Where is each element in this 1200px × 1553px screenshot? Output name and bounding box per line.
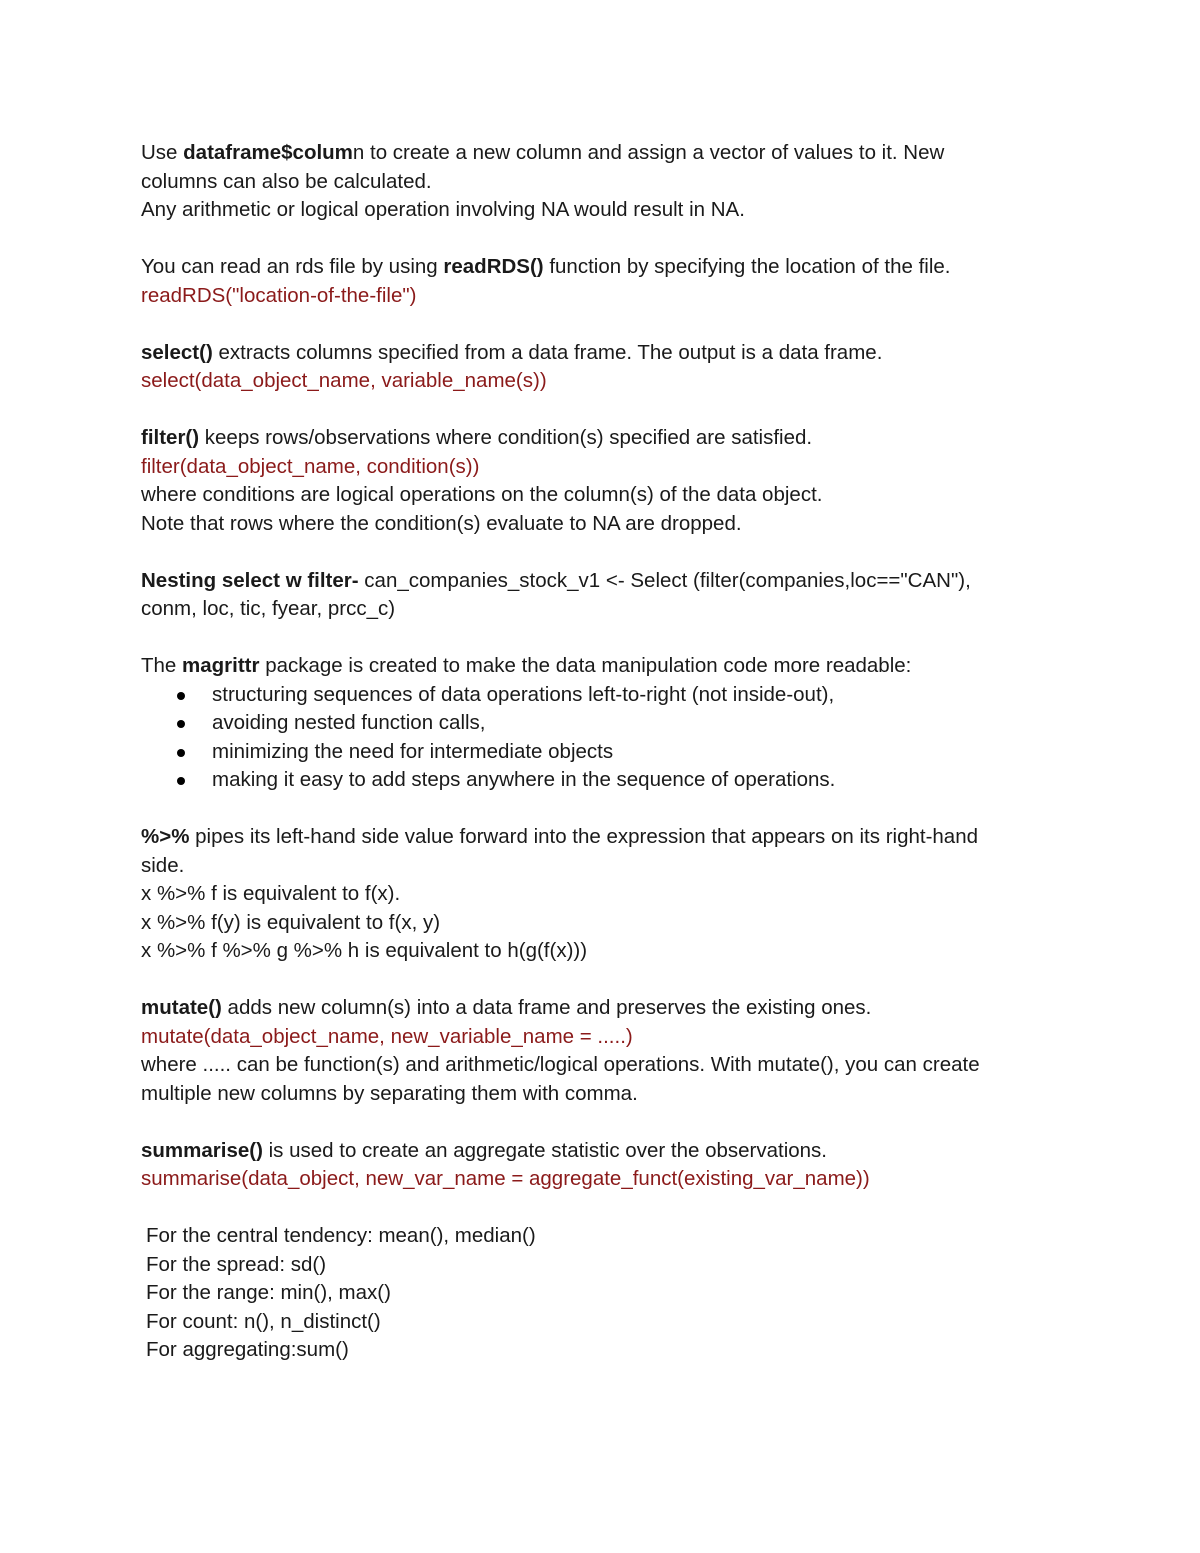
p1-line2: columns can also be calculated.	[141, 169, 432, 193]
text: You can read an rds file by using	[141, 255, 444, 278]
list-item-text: minimizing the need for intermediate objects	[212, 739, 614, 763]
text: package is created to make the data manipulation code more readable:	[259, 654, 912, 677]
text: function by specifying the location of the file.	[543, 255, 951, 278]
p2-code: readRDS("location-of-the-file")	[141, 283, 417, 307]
bullet-icon	[177, 720, 185, 728]
p10-line1: For the central tendency: mean(), median()	[146, 1224, 536, 1247]
text: is used to create an aggregate statistic over the observations.	[262, 1138, 827, 1162]
p5-line1	[141, 567, 1041, 596]
p6-line1	[141, 652, 1041, 681]
p10-line3: For the range: min(), max()	[146, 1281, 391, 1304]
text: adds new column(s) into a data frame and preserves the existing ones.	[221, 996, 872, 1019]
p5-line2: conm, loc, tic, fyear, prcc_c)	[141, 597, 396, 620]
bold-term: readRDS()	[443, 255, 544, 278]
p9-code: summarise(data_object, new_var_name = aggregate_funct(existing_var_name))	[141, 1167, 870, 1190]
p7-line4: x %>% f(y) is equivalent to f(x, y)	[141, 910, 441, 934]
p1-line3: Any arithmetic or logical operation involving NA would result in NA.	[141, 198, 745, 221]
p1-line1	[141, 139, 1041, 168]
list-item	[141, 709, 1041, 738]
text: extracts columns specified from a data frame. The output is a data frame.	[212, 340, 883, 364]
text: The	[141, 654, 183, 677]
p10-line4: For count: n(), n_distinct()	[146, 1309, 381, 1333]
spacer	[141, 624, 1041, 653]
list-item	[141, 766, 1041, 795]
p7-line5: x %>% f %>% g %>% h is equivalent to h(g(f(x)))	[141, 939, 588, 962]
bold-term: %>%	[141, 825, 190, 848]
bullet-list	[141, 681, 1041, 795]
bold-term: magrittr	[182, 654, 260, 677]
text: keeps rows/observations where condition(s) specified are satisfied.	[199, 426, 813, 449]
p10-line5: For aggregating:sum()	[146, 1338, 349, 1361]
p8-line1	[141, 994, 1041, 1023]
text: n to create a new column and assign a vector of values to it. New	[352, 141, 945, 164]
bullet-icon	[177, 692, 185, 700]
text: Use	[141, 141, 184, 164]
p8-code: mutate(data_object_name, new_variable_name = .....)	[141, 1024, 633, 1048]
p8-line4: multiple new columns by separating them with comma.	[141, 1081, 638, 1105]
p4-line1	[141, 424, 1041, 453]
p3-code: select(data_object_name, variable_name(s))	[141, 369, 547, 392]
spacer	[141, 1108, 1041, 1137]
p7-line3: x %>% f is equivalent to f(x).	[141, 882, 401, 905]
spacer	[141, 1194, 1041, 1223]
p4-line4: Note that rows where the condition(s) evaluate to NA are dropped.	[141, 511, 742, 535]
spacer	[141, 538, 1041, 567]
list-item-text: making it easy to add steps anywhere in the sequence of operations.	[212, 768, 836, 791]
spacer	[141, 225, 1041, 254]
bullet-icon	[177, 777, 185, 785]
spacer	[141, 396, 1041, 425]
p2-line1	[141, 253, 1041, 282]
p8-line3: where ..... can be function(s) and arithmetic/logical operations. With mutate(), you can create	[141, 1053, 980, 1076]
bold-term: summarise()	[141, 1138, 263, 1162]
list-item	[141, 681, 1041, 710]
bold-term: filter()	[141, 426, 200, 449]
list-item	[141, 738, 1041, 767]
text: can_companies_stock_v1 <- Select (filter(companies,loc=="CAN"),	[358, 568, 971, 592]
spacer	[141, 795, 1041, 824]
p4-code: filter(data_object_name, condition(s))	[141, 454, 480, 478]
list-item-text: avoiding nested function calls,	[212, 711, 486, 734]
bullet-icon	[177, 749, 185, 757]
p4-line3: where conditions are logical operations on the column(s) of the data object.	[141, 483, 823, 506]
text: pipes its left-hand side value forward into the expression that appears on its right-hand	[189, 825, 979, 848]
bold-term: select()	[141, 340, 213, 364]
bold-term: dataframe$colum	[183, 141, 353, 164]
bold-term: mutate()	[141, 996, 222, 1019]
spacer	[141, 966, 1041, 995]
p9-line1	[141, 1137, 1041, 1166]
spacer	[141, 310, 1041, 339]
p7-line1	[141, 823, 1041, 852]
document-page	[141, 139, 1041, 1365]
list-item-text: structuring sequences of data operations left-to-right (not inside-out),	[212, 682, 835, 706]
bold-term: Nesting select w filter-	[141, 568, 359, 592]
p7-line2: side.	[141, 853, 185, 877]
p3-line1	[141, 339, 1041, 368]
p10-line2: For the spread: sd()	[146, 1252, 327, 1276]
